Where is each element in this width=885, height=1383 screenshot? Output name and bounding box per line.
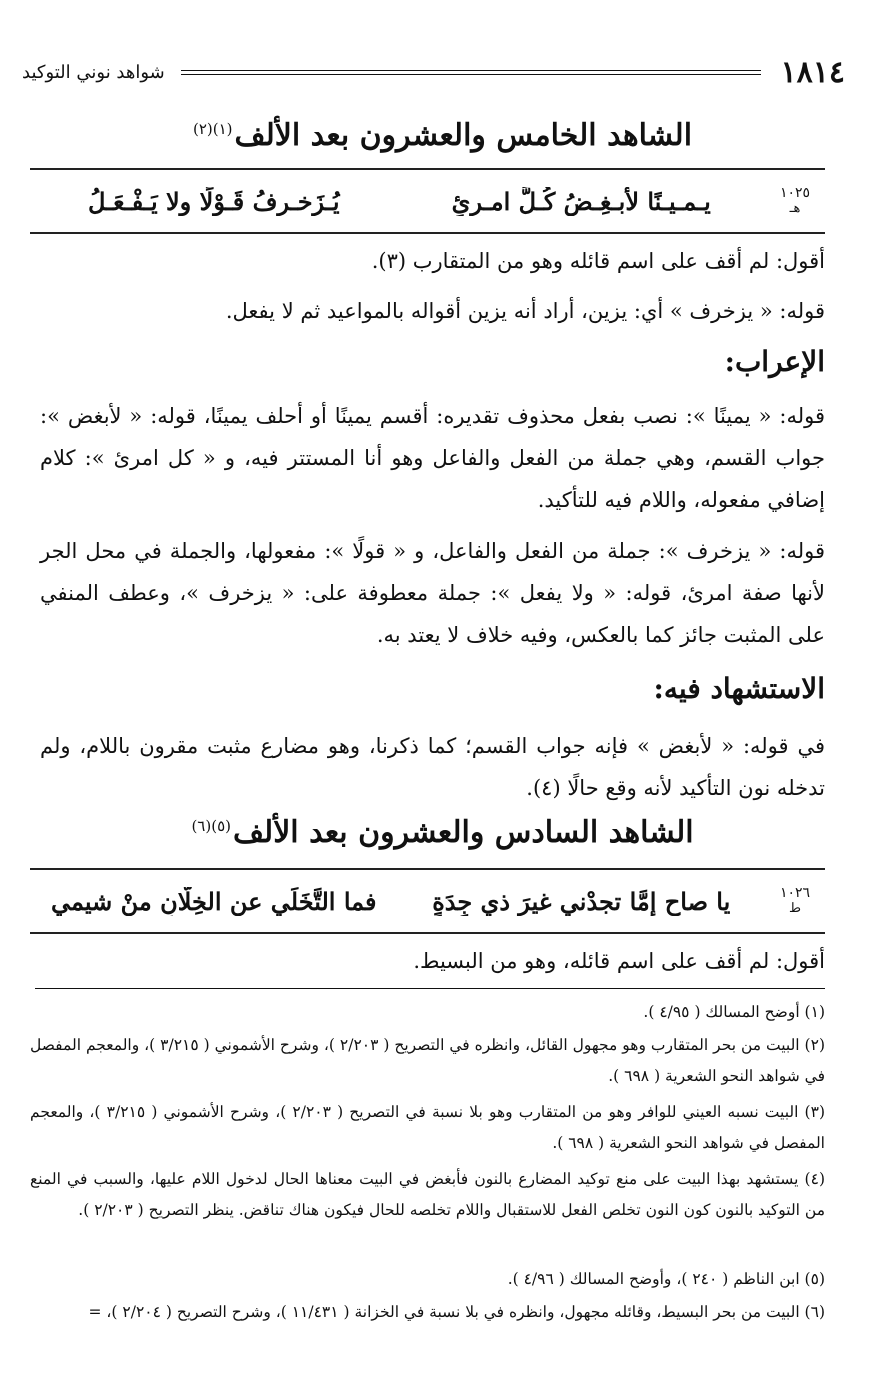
- second-hemistich: فما التَّخَلِّي عن الخِلَّانِ منْ شيمي: [51, 886, 377, 916]
- verse-box-1026: [30, 868, 825, 934]
- footnote-4: (٤) يستشهد بهذا البيت على منع توكيد المضارع بالنون فأبغض في البيت معناها الحال لدخول اللام عليها، والسبب في المنع من التوكيد بالنون كون النون تخلص الفعل للاستقبال واللام تخلصه للحال فيكون هناك تناقض. ينظر التصريح ( ٢/٢٠٣ ).: [30, 1170, 825, 1219]
- first-hemistich: يا صاحِ إمَّا تجدْني غيرَ ذي جِدَةٍ: [432, 886, 731, 916]
- footnote-2: (٢) البيت من بحر المتقارب وهو مجهول القائل، وانظره في التصريح ( ٢/٢٠٣ )، وشرح الأشموني ( ٣/٢١٥ )، والمعجم المفصل في شواهد النحو الشعرية ( ٦٩٨ ).: [30, 1036, 825, 1085]
- footnote-3: (٣) البيت نسبه العيني للوافر وهو من المتقارب وهو بلا نسبة في التصريح ( ٢/٢٠٣ )، وشرح الأشموني ( ٣/٢١٥ )، والمعجم المفصل في شواهد النحو الشعرية ( ٦٩٨ ).: [30, 1103, 825, 1152]
- footnote-ref: (٥)(٦): [191, 817, 231, 835]
- first-hemistich: يـمـيـنًا لأُبـغِـضُ كُـلَّ امـرِئٍ: [451, 186, 711, 216]
- page-number: ١٨١٤: [780, 54, 845, 90]
- irab-paragraph-1: قوله: « يمينًا »: نصب بفعل محذوف تقديره: أقسم يمينًا أو أحلف يمينًا، قوله: « لأبغض »: جواب القسم، وهي جملة من الفعل والفاعل وهو أنا المستتر فيه، و « كل امرئ »: كلام إضافي مفعوله، واللام فيه للتأكيد.: [40, 404, 825, 512]
- running-header: [22, 52, 845, 92]
- irab-heading: الإعراب:: [724, 345, 825, 378]
- verse-number: [765, 885, 825, 917]
- footnote-ref: (١)(٢): [192, 120, 233, 138]
- verse-number-text: ١٠٢٦: [779, 885, 811, 901]
- word-meaning: قوله: « يزخرف » أي: يزين، أراد أنه يزين أقواله بالمواعيد ثم لا يفعل.: [225, 299, 825, 323]
- author-note: أقول: لم أقف على اسم قائله، وهو من البسيط.: [413, 949, 825, 973]
- shahid-title-1026: [60, 815, 825, 850]
- irab-paragraph-2: قوله: « يزخرف »: جملة من الفعل والفاعل، و « قولًا »: مفعولها، والجملة في محل الجر لأنها صفة امرئ، قوله: « ولا يفعل »: جملة معطوفة على: « يزخرف »، وعطف المنفي على المثبت جائز كما بالعكس، وفيه خلاف لا يعتد به.: [40, 539, 825, 647]
- footnote-5: (٥) ابن الناظم ( ٢٤٠ )، وأوضح المسالك ( ٤/٩٦ ).: [507, 1270, 825, 1288]
- footnote-1: (١) أوضح المسالك ( ٤/٩٥ ).: [643, 1003, 825, 1021]
- footnote-separator: [35, 988, 825, 989]
- author-note: أقول: لم أقف على اسم قائله وهو من المتقارب (٣).: [371, 249, 825, 273]
- running-title: شواهد نوني التوكيد: [22, 61, 165, 83]
- header-rule: [181, 70, 761, 75]
- verse-number-text: ١٠٢٥: [779, 185, 811, 201]
- verse-number: [765, 185, 825, 217]
- shahid-title-text: الشاهد الخامس والعشرون بعد الألف: [234, 118, 693, 153]
- verse-box-1025: [30, 168, 825, 234]
- verse-tag: ط: [788, 901, 802, 916]
- shahid-title-text: الشاهد السادس والعشرون بعد الألف: [233, 815, 694, 850]
- footnote-6: (٦) البيت من بحر البسيط، وقائله مجهول، وانظره في بلا نسبة في الخزانة ( ١١/٤٣١ )، وشرح التصريح ( ٢/٢٠٤ )، =: [88, 1303, 825, 1321]
- verse-tag: هـ: [789, 201, 801, 216]
- istishhad-heading: الاستشهاد فيه:: [653, 672, 825, 705]
- second-hemistich: يُـزَخـرِفُ قَـوْلًا ولا يَـفْـعَـلُ: [87, 186, 340, 216]
- shahid-title-1025: [60, 118, 825, 153]
- istishhad-paragraph: في قوله: « لأبغض » فإنه جواب القسم؛ كما ذكرنا، وهو مضارع مثبت مقرون باللام، ولم تدخله نون التأكيد لأنه وقع حالًا (٤).: [40, 734, 825, 800]
